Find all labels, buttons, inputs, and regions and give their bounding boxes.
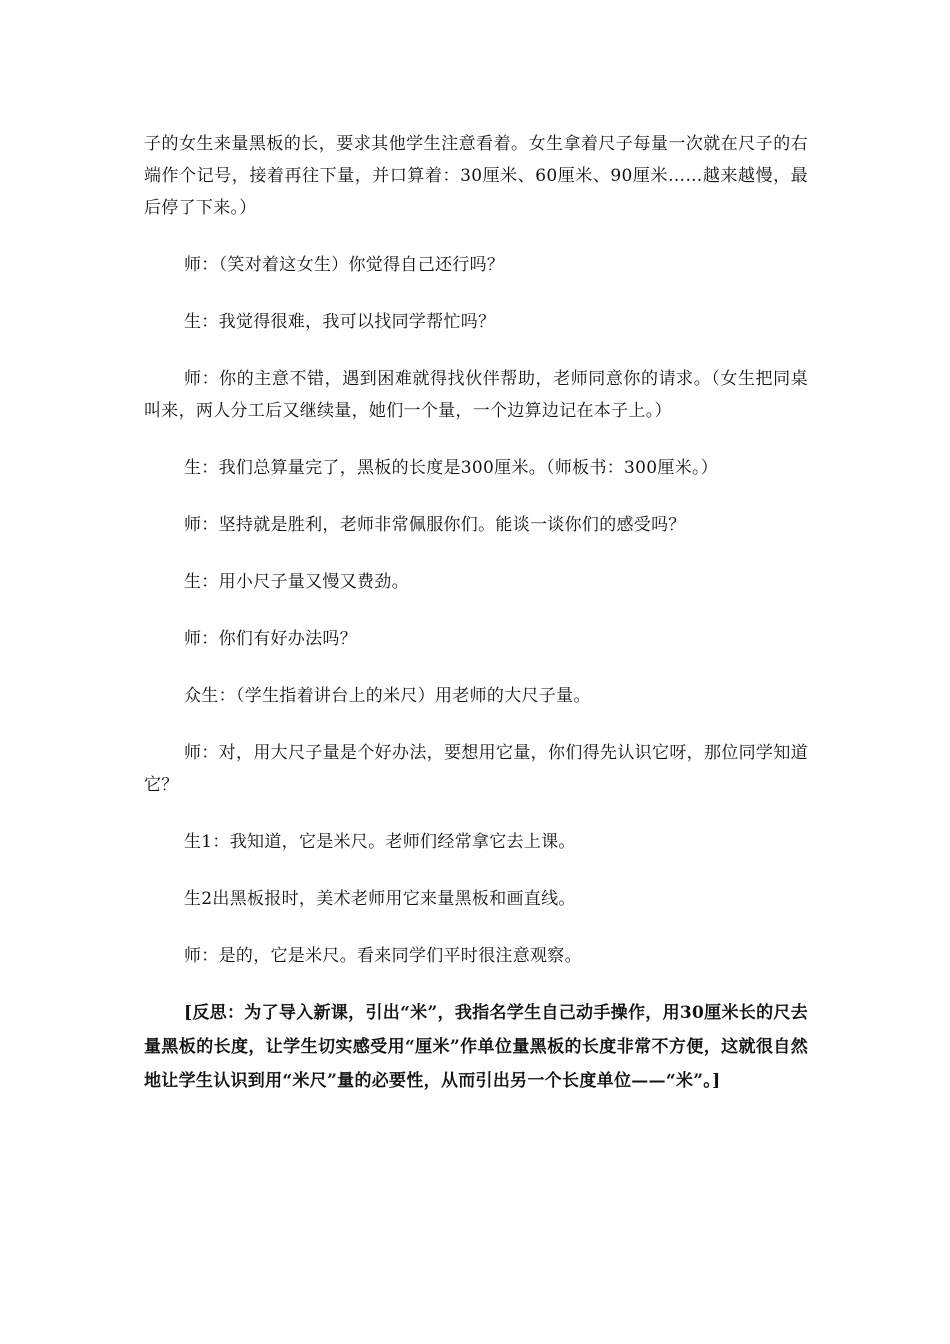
paragraph-student-reply: 生：我觉得很难，我可以找同学帮忙吗？ — [184, 312, 496, 332]
paragraph-teacher-approval: 师：你的主意不错，遇到困难就得找伙伴帮助，老师同意你的请求。（女生把同桌叫来，两人分工后又继续量，她们一个量，一个边算边记在本子上。） — [144, 369, 808, 421]
paragraph-teacher-introduce: 师：对，用大尺子量是个好办法，要想用它量，你们得先认识它呀，那位同学知道它？ — [144, 743, 808, 795]
paragraph-continued-narration: 子的女生来量黑板的长，要求其他学生注意看着。女生拿着尺子每量一次就在尺子的右端作个记号，接着再往下量，并口算着：30厘米、60厘米、90厘米……越来越慢，最后停了下来。） — [144, 134, 808, 218]
paragraph-teacher-confirm: 师：是的，它是米尺。看来同学们平时很注意观察。 — [184, 946, 582, 966]
paragraph-teacher-question: 师：（笑对着这女生）你觉得自己还行吗？ — [184, 255, 505, 275]
paragraph-teacher-praise: 师：坚持就是胜利，老师非常佩服你们。能谈一谈你们的感受吗？ — [184, 515, 686, 535]
paragraph-student-2: 生2出黑板报时，美术老师用它来量黑板和画直线。 — [184, 889, 576, 909]
paragraph-teacher-ask-method: 师：你们有好办法吗？ — [184, 629, 357, 649]
paragraph-student-1: 生1：我知道，它是米尺。老师们经常拿它去上课。 — [184, 832, 576, 852]
reflection-paragraph: [反思：为了导入新课，引出“米”，我指名学生自己动手操作，用30厘米长的尺去量黑板的长度，让学生切实感受用“厘米”作单位量黑板的长度非常不方便，这就很自然地让学生认识到用“米尺”量的必要性，从而引出另一个长度单位——“米”。] — [144, 1003, 808, 1091]
document-page — [144, 128, 808, 1098]
paragraph-student-feeling: 生：用小尺子量又慢又费劲。 — [184, 572, 409, 592]
paragraph-student-result: 生：我们总算量完了，黑板的长度是300厘米。（师板书：300厘米。） — [184, 458, 719, 478]
paragraph-class-answer: 众生：（学生指着讲台上的米尺）用老师的大尺子量。 — [184, 686, 591, 706]
